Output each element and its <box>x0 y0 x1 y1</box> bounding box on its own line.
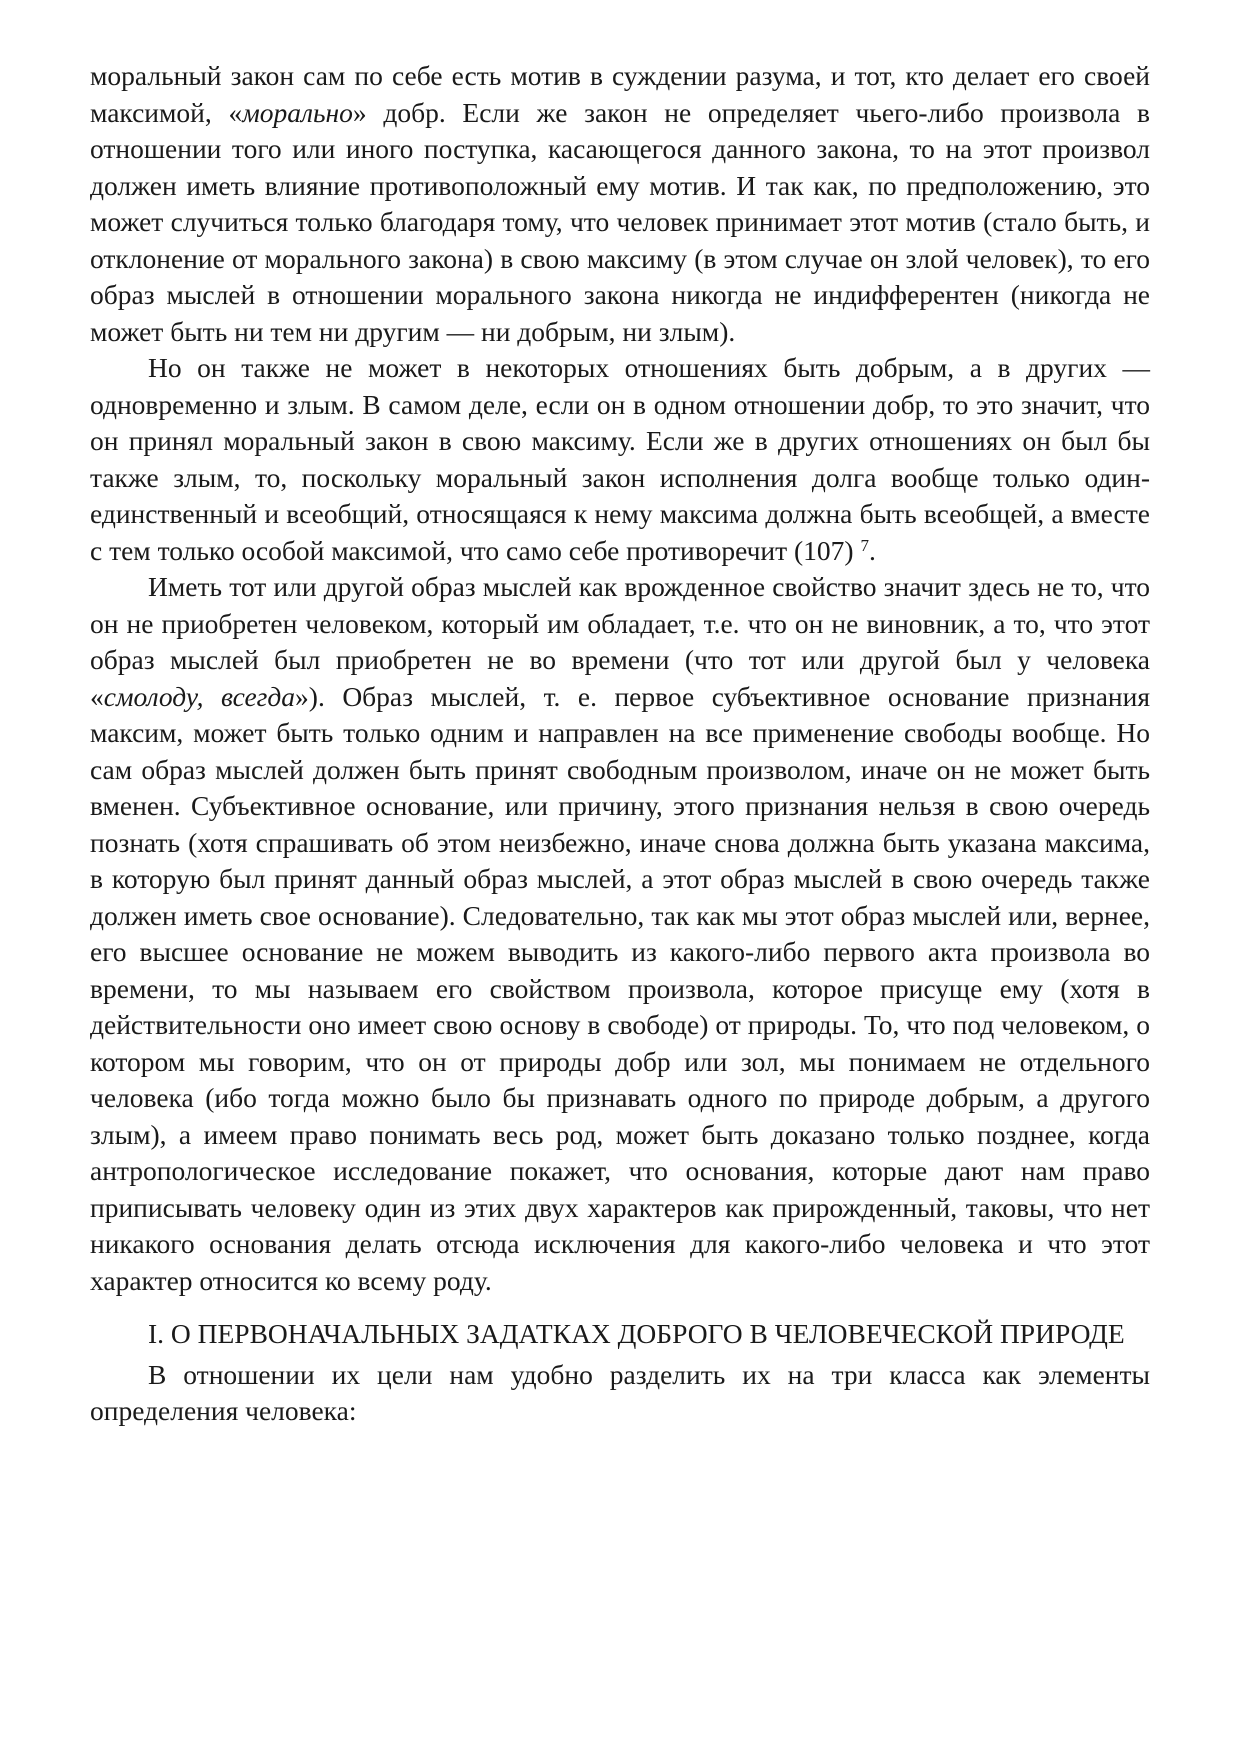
paragraph-3-text-a: Иметь тот или другой образ мыслей как врожденное свойство значит здесь не то, что он не приобретен человеком, который им обладает, т.е. что он не виновник, а то, что этот образ мыслей был приобретен не во времени (что тот или другой был у человека « <box>90 571 1150 712</box>
paragraph-1-text-a: моральный закон сам по себе есть мотив в суждении разума, и тот, кто делает его своей максимой, « <box>90 60 1150 128</box>
paragraph-3-text-b: »). Образ мыслей, т. е. первое субъективное основание признания максим, может быть только одним и направлен на все применение свободы вообще. Но сам образ мыслей должен быть принят свободным произволом, иначе он не может быть вменен. Субъективное основание, или причину, этого признания нельзя в свою очередь познать (хотя спрашивать об этом неизбежно, иначе снова должна быть указана максима, в которую был принят данный образ мыслей, а этот образ мыслей в свою очередь также должен иметь свое основание). Следовательно, так как мы этот образ мыслей или, вернее, его высшее основание не можем выводить из какого-либо первого акта произвола во времени, то мы называем его свойством произвола, которое присуще ему (хотя в действительности оно имеет свою основу в свободе) от природы. То, что под человеком, о котором мы говорим, что он от природы добр или зол, мы понимаем не отдельного человека (ибо тогда можно было бы признавать одного по природе добрым, а другого злым), а имеем право понимать весь род, может быть доказано только позднее, когда антропологическое исследование покажет, что основания, которые дают нам право приписывать человеку один из этих двух характеров как прирожденный, таковы, что нет никакого основания делать отсюда исключения для какого-либо человека и что этот характер относится ко всему роду. <box>90 680 1150 1296</box>
paragraph-3 <box>90 569 1150 1299</box>
paragraph-2-text: Но он также не может в некоторых отношениях быть добрым, а в других — одновременно и злым. В самом деле, если он в одном отношении добр, то это значит, что он принял моральный закон в свою максиму. Если же в других отношениях он был бы также злым, то, поскольку моральный закон исполнения долга вообще только один-единственный и всеобщий, относящаяся к нему максима должна быть всеобщей, а вместе с тем только особой максимой, что само себе противоречит (107) <box>90 352 1150 566</box>
paragraph-1 <box>90 58 1150 350</box>
paragraph-1-italic: морально <box>242 96 353 128</box>
section-heading: I. О ПЕРВОНАЧАЛЬНЫХ ЗАДАТКАХ ДОБРОГО В ЧЕЛОВЕЧЕСКОЙ ПРИРОДЕ <box>148 1318 1125 1349</box>
paragraph-3-italic: смолоду, всегда <box>103 680 296 712</box>
document-page <box>90 58 1150 1430</box>
paragraph-1-text-b: » добр. Если же закон не определяет чьего-либо произвола в отношении того или иного поступка, касающегося данного закона, то на этот произвол должен иметь влияние противоположный ему мотив. И так как, по предположению, это может случиться только благодаря тому, что человек принимает этот мотив (стало быть, и отклонение от морального закона) в свою максиму (в этом случае он злой человек), то его образ мыслей в отношении морального закона никогда не индифферентен (никогда не может быть ни тем ни другим — ни добрым, ни злым). <box>90 96 1151 347</box>
paragraph-4: В отношении их цели нам удобно разделить их на три класса как элементы определения человека: <box>90 1358 1150 1426</box>
paragraph-2 <box>90 350 1150 569</box>
paragraph-2-end: . <box>868 534 876 566</box>
footnote-marker[interactable]: 7 <box>860 535 869 555</box>
